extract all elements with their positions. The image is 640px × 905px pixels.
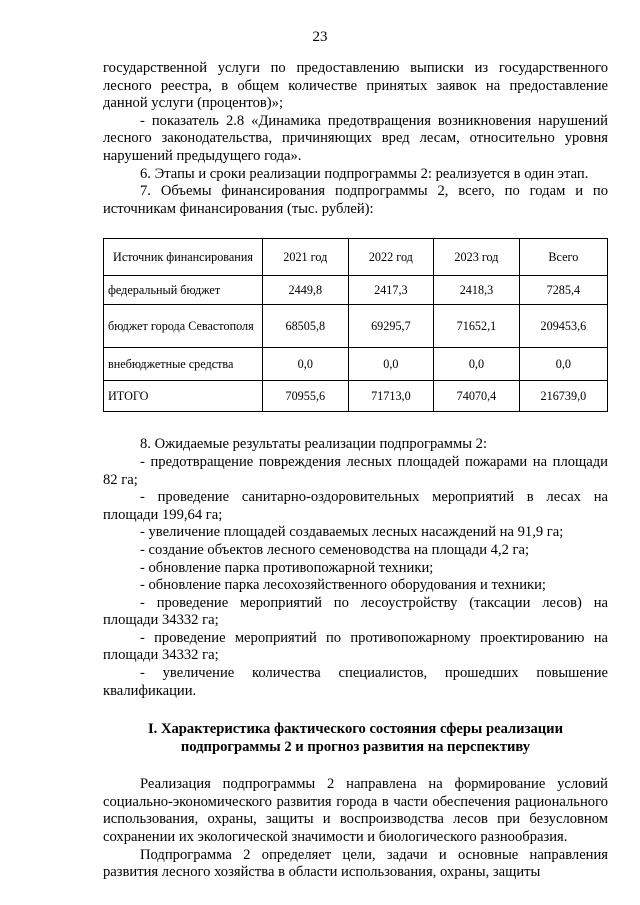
table-cell: 2449,8 xyxy=(263,276,349,305)
list-item: - обновление парка лесохозяйственного оборудования и техники; xyxy=(140,577,546,594)
section-heading-line: I. Характеристика фактического состояния сферы реализации xyxy=(148,721,563,738)
paragraph: государственной услуги по предоставлению выписки из государственного лесного реестра, в общем количестве принятых заявок на предоставление данной услуги (процентов)»; xyxy=(103,60,608,112)
section-heading xyxy=(103,720,608,756)
table-cell: 7285,4 xyxy=(519,276,607,305)
table-cell: 2417,3 xyxy=(348,276,434,305)
section-heading-line: подпрограммы 2 и прогноз развития на перспективу xyxy=(180,739,531,756)
paragraph: Реализация подпрограммы 2 направлена на формирование условий социально-экономического развития города в части обеспечения рационального использования, охраны, защиты и воспроизводства лесов при безусловном сохранении их экологической значимости и биологического разнообразия. xyxy=(103,776,608,846)
list-item: - проведение мероприятий по лесоустройству (таксации лесов) на площади 34332 га; xyxy=(103,594,608,629)
table-row xyxy=(104,381,608,412)
table-cell: 209453,6 xyxy=(519,305,607,348)
table-cell: 0,0 xyxy=(434,348,520,381)
paragraph: 8. Ожидаемые результаты реализации подпрограммы 2: xyxy=(140,436,488,453)
table-cell: бюджет города Севастополя xyxy=(104,305,263,348)
document-body xyxy=(103,60,608,882)
financing-table xyxy=(103,238,608,412)
table-header-cell: 2023 год xyxy=(434,239,520,276)
table-cell: 71713,0 xyxy=(348,381,434,412)
list-item: - проведение мероприятий по противопожарному проектированию на площади 34332 га; xyxy=(103,629,608,664)
table-header-cell: 2021 год xyxy=(263,239,349,276)
list-item: - увеличение количества специалистов, прошедших повышение квалификации. xyxy=(103,665,608,699)
table-header-cell: Источник финансирования xyxy=(104,239,263,276)
table-cell: 0,0 xyxy=(348,348,434,381)
paragraph: - показатель 2.8 «Динамика предотвращения возникновения нарушений лесного законодательства, причиняющих вред лесам, относительно уровня нарушений предыдущего года». xyxy=(103,112,608,164)
table-cell: 74070,4 xyxy=(434,381,520,412)
list-item: - проведение санитарно-оздоровительных мероприятий в лесах на площади 199,64 га; xyxy=(103,489,608,523)
table-row xyxy=(104,348,608,381)
list-item: - увеличение площадей создаваемых лесных насаждений на 91,9 га; xyxy=(140,524,564,541)
paragraph: 6. Этапы и сроки реализации подпрограммы 2: реализуется в один этап. xyxy=(140,165,589,182)
table-cell: 70955,6 xyxy=(263,381,349,412)
table-row xyxy=(104,305,608,348)
list-item: - создание объектов лесного семеноводства на площади 4,2 га; xyxy=(140,541,530,558)
paragraph: Подпрограмма 2 определяет цели, задачи и основные направления развития лесного хозяйства в области использования, охраны, защиты xyxy=(103,846,608,881)
table-cell: 0,0 xyxy=(263,348,349,381)
table-cell: 68505,8 xyxy=(263,305,349,348)
list-item: - обновление парка противопожарной техники; xyxy=(140,559,434,576)
table-cell: федеральный бюджет xyxy=(104,276,263,305)
table-header-cell: Всего xyxy=(519,239,607,276)
table-cell: 69295,7 xyxy=(348,305,434,348)
table-cell: 216739,0 xyxy=(519,381,607,412)
page-number: 23 xyxy=(312,29,328,45)
table-cell: 71652,1 xyxy=(434,305,520,348)
list-item: - предотвращение повреждения лесных площадей пожарами на площади 82 га; xyxy=(103,453,608,488)
table-cell: внебюджетные средства xyxy=(104,348,263,381)
table-cell: ИТОГО xyxy=(104,381,263,412)
table-header-cell: 2022 год xyxy=(348,239,434,276)
table-header-row xyxy=(104,239,608,276)
table-cell: 0,0 xyxy=(519,348,607,381)
paragraph: 7. Объемы финансирования подпрограммы 2, всего, по годам и по источникам финансирования (тыс. рублей): xyxy=(103,183,608,217)
table-row xyxy=(104,276,608,305)
table-cell: 2418,3 xyxy=(434,276,520,305)
